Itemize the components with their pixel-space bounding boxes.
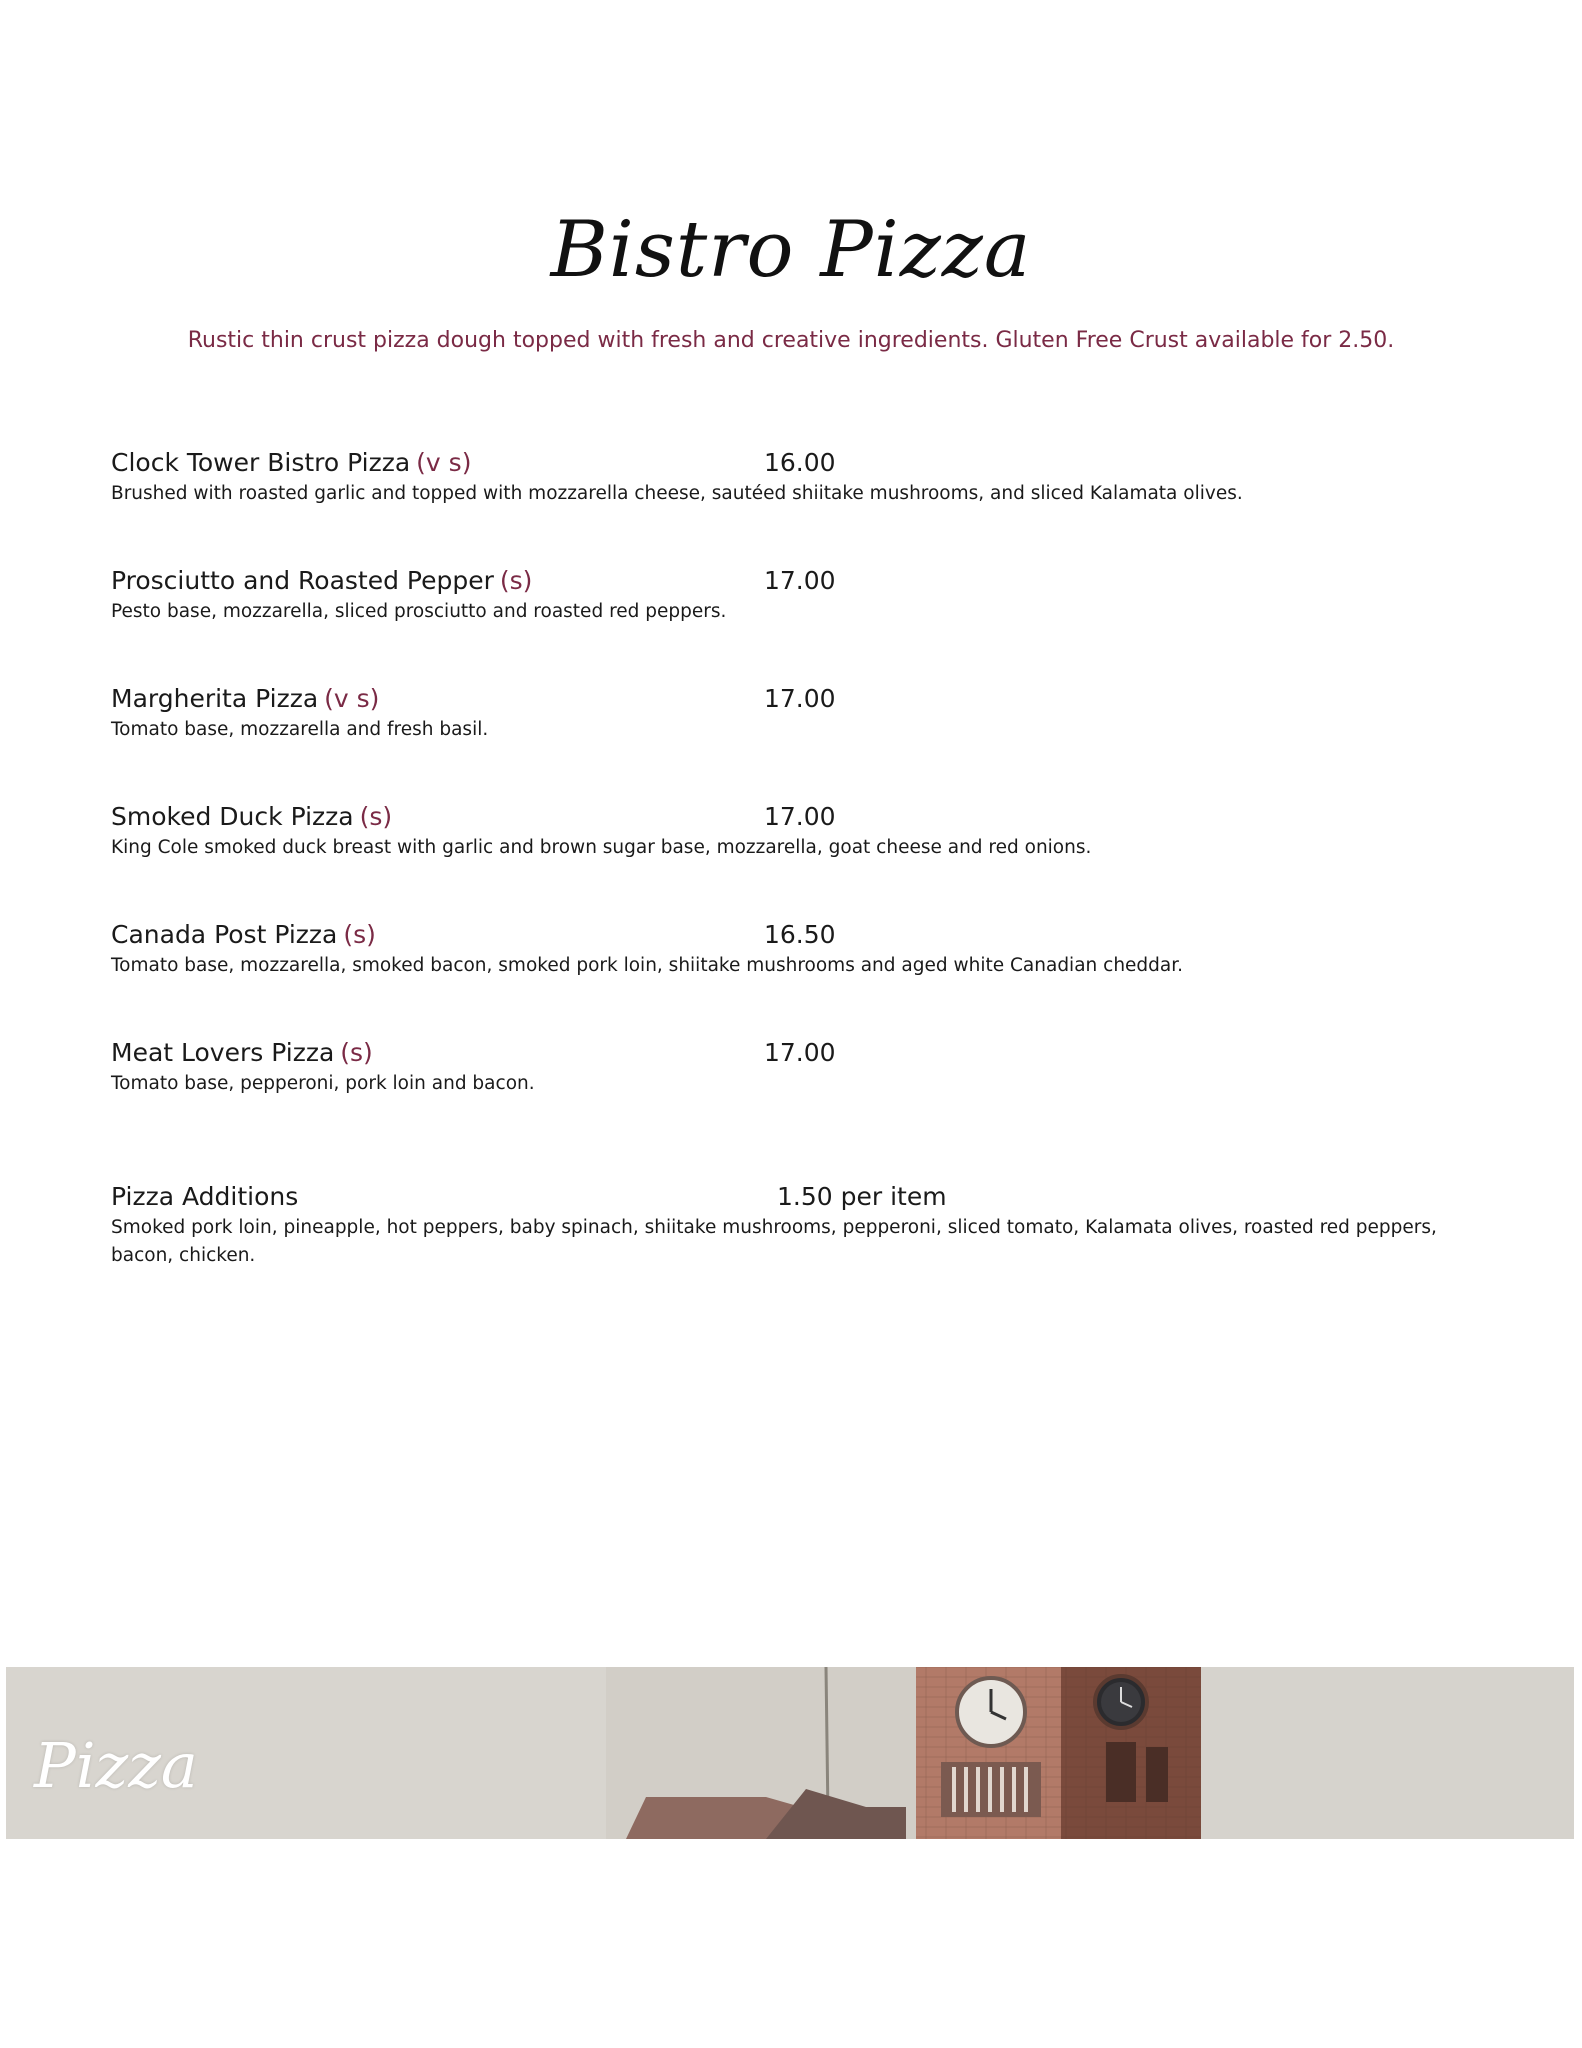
menu-item-description: Brushed with roasted garlic and topped with mozzarella cheese, sautéed shiitake mushrooms, and sliced Kalamata olives.: [111, 483, 1243, 504]
menu-item-price: 17.00: [764, 1038, 836, 1067]
menu-item-tags: (s): [340, 1038, 373, 1067]
menu-item-name: Meat Lovers Pizza: [111, 1038, 335, 1067]
pizza-additions: [111, 1180, 1451, 1270]
menu-item: [111, 682, 1441, 800]
menu-item-tags: (v s): [324, 684, 380, 713]
menu-item-description: Tomato base, mozzarella, smoked bacon, smoked pork loin, shiitake mushrooms and aged white Canadian cheddar.: [111, 955, 1184, 976]
menu-item-description: Tomato base, mozzarella and fresh basil.: [111, 719, 489, 740]
clock-tower-photo: [6, 1667, 1574, 1839]
menu-item: [111, 446, 1441, 564]
menu-item-tags: (s): [499, 566, 533, 595]
menu-item-name: Prosciutto and Roasted Pepper: [111, 566, 494, 595]
additions-name: Pizza Additions: [111, 1182, 299, 1211]
menu-item-description: King Cole smoked duck breast with garlic and brown sugar base, mozzarella, goat cheese and red onions.: [111, 837, 1092, 858]
menu-item: [111, 1036, 1441, 1154]
menu-item: [111, 918, 1441, 1036]
menu-item: [111, 800, 1441, 918]
menu-item: [111, 564, 1441, 682]
menu-item-price: 17.00: [764, 566, 836, 595]
additions-price: 1.50 per item: [777, 1182, 947, 1211]
page-subtitle: Rustic thin crust pizza dough topped with fresh and creative ingredients. Gluten Free Crust available for 2.50.: [187, 328, 1395, 353]
menu-item-name: Clock Tower Bistro Pizza: [111, 448, 411, 477]
menu-item-tags: (v s): [416, 448, 472, 477]
menu-item-tags: (s): [343, 920, 376, 949]
menu-item-tags: (s): [359, 802, 393, 831]
menu-item-price: 17.00: [764, 684, 836, 713]
menu-item-price: 17.00: [764, 802, 836, 831]
footer-banner: [6, 1667, 1574, 1839]
additions-description: Smoked pork loin, pineapple, hot peppers, baby spinach, shiitake mushrooms, pepperoni, sliced tomato, Kalamata olives, roasted red peppers, bacon, chicken.: [111, 1217, 1437, 1266]
menu-item-name: Margherita Pizza: [111, 684, 319, 713]
menu-item-price: 16.00: [764, 448, 836, 477]
menu-item-description: Tomato base, pepperoni, pork loin and bacon.: [111, 1073, 535, 1094]
menu-item-name: Canada Post Pizza: [111, 920, 338, 949]
banner-label: Pizza: [34, 1729, 198, 1802]
page-title: Bistro Pizza: [550, 205, 1032, 295]
menu-item-description: Pesto base, mozzarella, sliced prosciutto and roasted red peppers.: [111, 601, 727, 622]
menu-list: [111, 446, 1441, 1154]
menu-item-name: Smoked Duck Pizza: [111, 802, 354, 831]
menu-item-price: 16.50: [764, 920, 836, 949]
